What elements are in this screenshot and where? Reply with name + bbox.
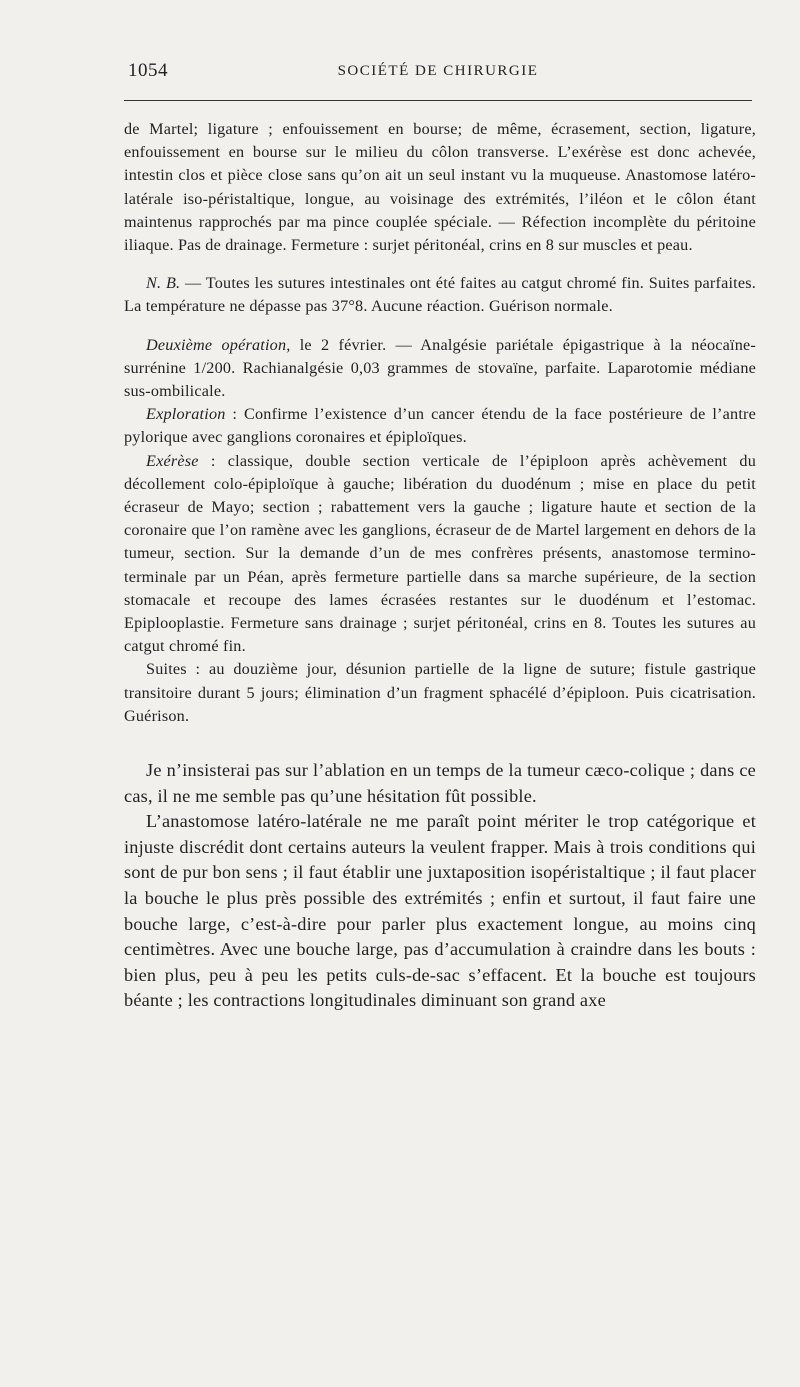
paragraph-operation-details: de Martel; ligature ; enfouissement en bourse; de même, écrasement, section, ligature, enfouissement en bourse sur le milieu du côlon transverse. L’exérèse est donc achevée, intestin clos et pièce close sans qu’on ait un seul instant vu la muqueuse. Anastomose latéro-latérale iso-péristaltique, longue, au voisinage des extrémités, l’iléon et le côlon étant maintenus rapprochés par ma pince couplée spéciale. — Réfection incomplète du péritoine iliaque. Pas de drainage. Fermeture : surjet péritonéal, crins en 8 sur muscles et peau. bbox=[124, 120, 756, 255]
exerese-text: : classique, double section verticale de l’épiploon après achèvement du décollement colo-épiploïque à gauche; libération du duodénum ; mise en place du petit écraseur de Mayo; section ; rabattement vers la gauche ; ligature haute et section de la coronaire que l’on ramène avec les ganglions, écraseur de de Martel largement en dehors de la tumeur, section. Sur la demande d’un de mes confrères présents, anastomose termino-terminale par un Péan, après fermeture partielle dans sa marche supérieure, de la section stomacale et recoupe des lames écrasées restantes sur le duodénum et l’estomac. Epiplooplastie. Fermeture sans drainage ; surjet péritonéal, crins en 8. Toutes les sutures au catgut chromé fin. bbox=[124, 451, 756, 656]
page-number: 1054 bbox=[128, 60, 168, 81]
nota-bene-text: — Toutes les sutures intestinales ont été faites au catgut chromé fin. Suites parfaites. La température ne dépasse pas 37°8. Aucune réaction. Guérison normale. bbox=[124, 274, 757, 316]
header-rule bbox=[124, 100, 752, 101]
paragraph-ablation: Je n’insisterai pas sur l’ablation en un temps de la tumeur cæco-colique ; dans ce cas, il ne me semble pas qu’une hésitation fût possible. bbox=[124, 760, 756, 806]
exploration-lead: Exploration bbox=[146, 405, 226, 424]
paragraph-anastomose: L’anastomose latéro-latérale ne me paraît point mériter le trop catégorique et injuste discrédit dont certains auteurs la veulent frapper. Mais à trois conditions qui sont de pur bon sens ; il faut établir une juxtaposition isopéristaltique ; il faut placer la bouche le plus près possible des extrémités ; enfin et surtout, il faut faire une bouche large, c’est-à-dire pour parler plus exactement longue, au moins cinq centimètres. Avec une bouche large, pas d’accumulation à craindre dans les bouts : bien plus, peu à peu les petits culs-de-sac s’effacent. Et la bouche est toujours béante ; les contractions longitudinales diminuant son grand axe bbox=[124, 811, 756, 1011]
exploration-text: : Confirme l’existence d’un cancer étendu de la face postérieure de l’antre pylorique avec ganglions coronaires et épiploïques. bbox=[124, 405, 756, 447]
body-text bbox=[124, 118, 756, 1014]
paragraph-suites: Suites : au douzième jour, désunion partielle de la ligne de suture; fistule gastrique transitoire durant 5 jours; élimination d’un fragment sphacélé d’épiploon. Puis cicatrisation. Guérison. bbox=[124, 660, 756, 725]
nota-bene-lead: N. B. bbox=[146, 274, 181, 293]
second-operation-lead: Deuxième opération, bbox=[146, 335, 291, 354]
discussion-section bbox=[124, 758, 756, 1014]
running-head: SOCIÉTÉ DE CHIRURGIE bbox=[337, 63, 539, 79]
paragraph-second-operation bbox=[124, 334, 756, 404]
paragraph-exerese bbox=[124, 450, 756, 659]
page-header bbox=[124, 58, 752, 88]
paragraph-exploration bbox=[124, 403, 756, 449]
paragraph-nota-bene bbox=[124, 272, 756, 318]
second-operation-text: le 2 février. — Analgésie pariétale épigastrique à la néocaïne-surrénine 1/200. Rachianalgésie 0,03 grammes de stovaïne, parfaite. Laparotomie médiane sus-ombilicale. bbox=[124, 335, 756, 401]
exerese-lead: Exérèse bbox=[146, 451, 199, 470]
case-report-section bbox=[124, 118, 756, 728]
